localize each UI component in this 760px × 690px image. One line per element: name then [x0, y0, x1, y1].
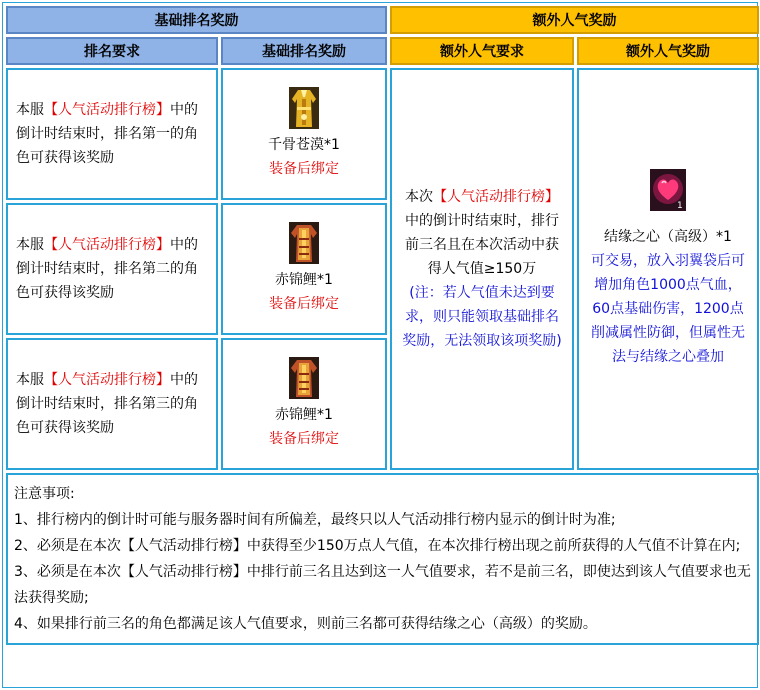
reward-name: 赤锦鲤*1 — [275, 272, 333, 288]
rank-requirement-column-header: 排名要求 — [6, 37, 218, 65]
bind-note: 装备后绑定 — [269, 431, 339, 447]
leaderboard-name: 【人气活动排行榜】 — [44, 372, 170, 388]
rank-2-requirement — [6, 203, 218, 335]
rank-1-requirement — [6, 68, 218, 200]
red-gold-armor-icon — [289, 357, 319, 399]
extra-req-text: 中的倒计时结束时，排行前三名且在本次活动中获得人气值≥150万 — [405, 213, 559, 277]
rank-3-requirement — [6, 338, 218, 470]
bind-note: 装备后绑定 — [269, 296, 339, 312]
note-item-2: 2、必须是在本次【人气活动排行榜】中获得至少150万点人气值，在本次排行榜出现之前所获得的人气值不计算在内; — [14, 538, 741, 554]
red-gold-armor-icon — [289, 222, 319, 264]
notes-section — [6, 473, 759, 645]
rank-2-reward — [221, 203, 387, 335]
reward-table-container — [2, 2, 758, 688]
basic-reward-header: 基础排名奖励 — [6, 6, 387, 34]
leaderboard-name: 【人气活动排行榜】 — [44, 237, 170, 253]
extra-reward-header: 额外人气奖励 — [390, 6, 759, 34]
reward-name: 赤锦鲤*1 — [275, 407, 333, 423]
notes-title: 注意事项: — [14, 486, 75, 502]
note-item-3: 3、必须是在本次【人气活动排行榜】中排行前三名且达到这一人气值要求，若不是前三名，即使达到该人气值要求也无法获得奖励; — [14, 564, 751, 606]
note-item-1: 1、排行榜内的倒计时可能与服务器时间有所偏差，最终只以人气活动排行榜内显示的倒计时为准; — [14, 512, 616, 528]
rank-row-1 — [6, 68, 759, 200]
req-text: 中的倒计时结束时，排名第二的角色可获得该奖励 — [16, 237, 198, 301]
bind-note: 装备后绑定 — [269, 161, 339, 177]
req-prefix: 本服 — [16, 237, 44, 253]
req-text: 中的倒计时结束时，排名第一的角色可获得该奖励 — [16, 102, 198, 166]
req-prefix: 本服 — [16, 102, 44, 118]
heart-count: 1 — [677, 201, 683, 211]
rank-1-reward — [221, 68, 387, 200]
reward-name: 千骨苍漠*1 — [268, 137, 340, 153]
extra-leaderboard-name: 【人气活动排行榜】 — [433, 189, 559, 205]
gold-robe-icon — [289, 87, 319, 129]
rank-3-reward — [221, 338, 387, 470]
req-prefix: 本服 — [16, 372, 44, 388]
extra-reward-desc: 可交易，放入羽翼袋后可增加角色1000点气血，60点基础伤害，1200点削减属性防御，但属性无法与结缘之心叠加 — [591, 253, 745, 365]
leaderboard-name: 【人气活动排行榜】 — [44, 102, 170, 118]
note-item-4: 4、如果排行前三名的角色都满足该人气值要求，则前三名都可获得结缘之心（高级）的奖励。 — [14, 616, 597, 632]
req-text: 中的倒计时结束时，排名第三的角色可获得该奖励 — [16, 372, 198, 436]
extra-reward-name: 结缘之心（高级）*1 — [604, 229, 732, 245]
heart-icon — [650, 169, 686, 211]
basic-reward-column-header: 基础排名奖励 — [221, 37, 387, 65]
extra-requirement-cell — [390, 68, 574, 470]
extra-reward-column-header: 额外人气奖励 — [577, 37, 759, 65]
extra-req-note: (注：若人气值未达到要求，则只能领取基础排名奖励，无法领取该项奖励) — [402, 285, 562, 349]
extra-requirement-column-header: 额外人气要求 — [390, 37, 574, 65]
extra-req-prefix: 本次 — [405, 189, 433, 205]
extra-reward-cell — [577, 68, 759, 470]
reward-table — [3, 3, 760, 648]
